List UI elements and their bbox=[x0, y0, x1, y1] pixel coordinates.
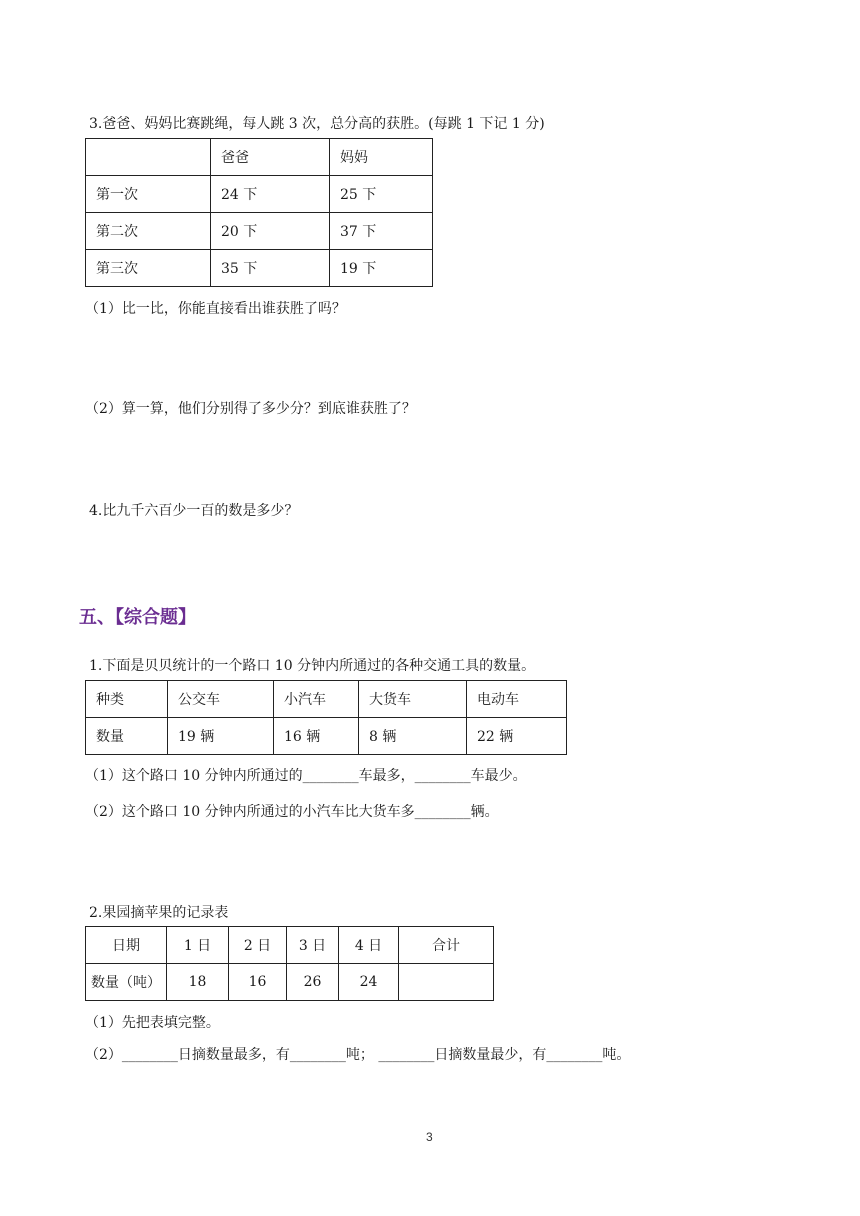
table-cell: 日期 bbox=[86, 927, 167, 964]
s5q2-sub1: （1）先把表填完整。 bbox=[85, 1015, 220, 1031]
s5q2-title: 2.果园摘苹果的记录表 bbox=[89, 905, 229, 921]
s5q1-sub2: （2）这个路口 10 分钟内所通过的小汽车比大货车多________辆。 bbox=[85, 804, 499, 820]
table-row bbox=[86, 213, 433, 250]
table-cell: 20 下 bbox=[211, 213, 330, 250]
table-cell: 1 日 bbox=[167, 927, 229, 964]
q3-sub2: （2）算一算，他们分别得了多少分？到底谁获胜了？ bbox=[85, 401, 416, 417]
section-heading: 五、【综合题】 bbox=[79, 607, 196, 628]
table-row bbox=[86, 718, 567, 755]
table-cell: 妈妈 bbox=[330, 139, 433, 176]
table-cell: 数量（吨） bbox=[86, 964, 167, 1001]
table-cell: 种类 bbox=[86, 681, 168, 718]
table-cell: 35 下 bbox=[211, 250, 330, 287]
table-row bbox=[86, 176, 433, 213]
table-row bbox=[86, 139, 433, 176]
table-cell: 24 下 bbox=[211, 176, 330, 213]
s5q2-table bbox=[85, 926, 494, 1001]
table-row bbox=[86, 964, 494, 1001]
table-cell: 第一次 bbox=[86, 176, 211, 213]
table-row bbox=[86, 927, 494, 964]
table-cell: 37 下 bbox=[330, 213, 433, 250]
table-cell: 24 bbox=[339, 964, 399, 1001]
table-cell: 小汽车 bbox=[274, 681, 359, 718]
table-cell: 第三次 bbox=[86, 250, 211, 287]
q3-table bbox=[85, 138, 433, 287]
s5q1-sub1: （1）这个路口 10 分钟内所通过的________车最多，________车最少。 bbox=[85, 768, 527, 784]
table-cell: 4 日 bbox=[339, 927, 399, 964]
table-cell: 大货车 bbox=[359, 681, 467, 718]
table-cell: 爸爸 bbox=[211, 139, 330, 176]
q3-title: 3.爸爸、妈妈比赛跳绳，每人跳 3 次，总分高的获胜。(每跳 1 下记 1 分) bbox=[89, 116, 545, 132]
table-cell: 26 bbox=[287, 964, 339, 1001]
table-cell: 19 辆 bbox=[168, 718, 274, 755]
q3-sub1: （1）比一比，你能直接看出谁获胜了吗？ bbox=[85, 301, 346, 317]
table-row bbox=[86, 681, 567, 718]
table-cell: 合计 bbox=[399, 927, 494, 964]
table-cell bbox=[86, 139, 211, 176]
table-cell: 19 下 bbox=[330, 250, 433, 287]
s5q1-title: 1.下面是贝贝统计的一个路口 10 分钟内所通过的各种交通工具的数量。 bbox=[89, 658, 536, 674]
table-cell: 22 辆 bbox=[467, 718, 567, 755]
table-cell: 16 bbox=[229, 964, 287, 1001]
table-cell: 公交车 bbox=[168, 681, 274, 718]
table-cell: 18 bbox=[167, 964, 229, 1001]
table-cell: 电动车 bbox=[467, 681, 567, 718]
table-cell: 3 日 bbox=[287, 927, 339, 964]
page-number: 3 bbox=[426, 1130, 433, 1144]
table-row bbox=[86, 250, 433, 287]
q4-title: 4.比九千六百少一百的数是多少？ bbox=[89, 503, 299, 519]
table-cell-total bbox=[399, 964, 494, 1001]
table-cell: 2 日 bbox=[229, 927, 287, 964]
table-cell: 数量 bbox=[86, 718, 168, 755]
table-cell: 8 辆 bbox=[359, 718, 467, 755]
table-cell: 16 辆 bbox=[274, 718, 359, 755]
s5q1-table bbox=[85, 680, 567, 755]
table-cell: 第二次 bbox=[86, 213, 211, 250]
table-cell: 25 下 bbox=[330, 176, 433, 213]
s5q2-sub2: （2）________日摘数量最多，有________吨； ________日摘数量最少，有________吨。 bbox=[85, 1047, 631, 1063]
